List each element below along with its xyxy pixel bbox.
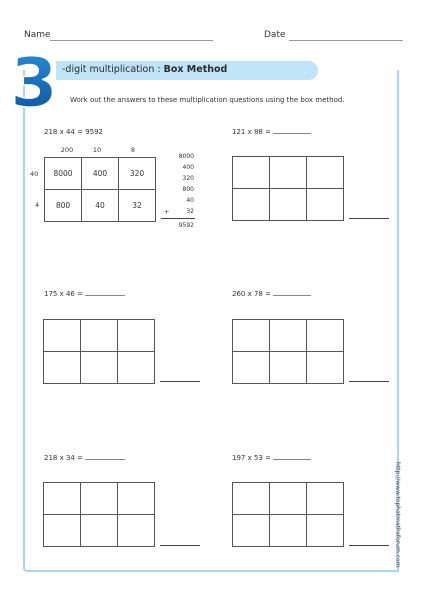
- sum-term: 400: [182, 164, 194, 171]
- sum-term: 800: [182, 186, 194, 193]
- name-label: Name: [24, 30, 51, 40]
- answer-blank[interactable]: [273, 459, 311, 460]
- final-answer-line[interactable]: [160, 381, 200, 382]
- example-box-grid: [44, 157, 156, 222]
- question: 121 x 88 =: [232, 128, 311, 136]
- instructions: Work out the answers to these multiplication questions using the box method.: [70, 96, 345, 104]
- example-col-header: 200: [60, 146, 74, 154]
- name-field[interactable]: [50, 40, 213, 41]
- sum-term: 8000: [178, 153, 194, 160]
- example-question: 218 x 44 = 9592: [44, 128, 103, 136]
- sum-rule: [161, 218, 195, 219]
- answer-blank[interactable]: [85, 459, 125, 460]
- example-col-header: 8: [130, 146, 136, 154]
- page-title: -digit multiplication : Box Method: [62, 64, 228, 75]
- example-cell: 40: [82, 190, 119, 222]
- final-answer-line[interactable]: [349, 218, 389, 219]
- sum-term: 32: [186, 208, 194, 215]
- answer-blank[interactable]: [85, 295, 125, 296]
- sum-term: 320: [182, 175, 194, 182]
- date-label: Date: [264, 30, 286, 40]
- date-field[interactable]: [289, 40, 403, 41]
- footer-url: http://www.tophatmathsforum.com: [394, 462, 401, 568]
- logo-numeral: 3: [10, 48, 58, 112]
- example-row-header: 4: [35, 201, 40, 209]
- answer-blank[interactable]: [273, 133, 311, 134]
- example-cell: 8000: [45, 158, 82, 190]
- box-grid[interactable]: [43, 482, 155, 547]
- question: 260 x 78 =: [232, 290, 311, 298]
- final-answer-line[interactable]: [349, 381, 389, 382]
- example-cell: 400: [82, 158, 119, 190]
- example-cell: 320: [119, 158, 156, 190]
- example-row-header: 40: [30, 170, 39, 178]
- question: 218 x 34 =: [44, 454, 125, 462]
- question: 175 x 46 =: [44, 290, 125, 298]
- plus-sign: +: [164, 208, 170, 216]
- sum-term: 40: [186, 197, 194, 204]
- final-answer-line[interactable]: [349, 545, 389, 546]
- example-cell: 800: [45, 190, 82, 222]
- box-grid[interactable]: [232, 156, 344, 221]
- box-grid[interactable]: [232, 319, 344, 384]
- three-logo-icon: [8, 48, 64, 112]
- question: 197 x 53 =: [232, 454, 311, 462]
- box-grid[interactable]: [232, 482, 344, 547]
- box-grid[interactable]: [43, 319, 155, 384]
- example-col-header: 10: [92, 146, 102, 154]
- final-answer-line[interactable]: [160, 545, 200, 546]
- answer-blank[interactable]: [273, 295, 311, 296]
- sum-total: 9592: [178, 222, 194, 229]
- example-cell: 32: [119, 190, 156, 222]
